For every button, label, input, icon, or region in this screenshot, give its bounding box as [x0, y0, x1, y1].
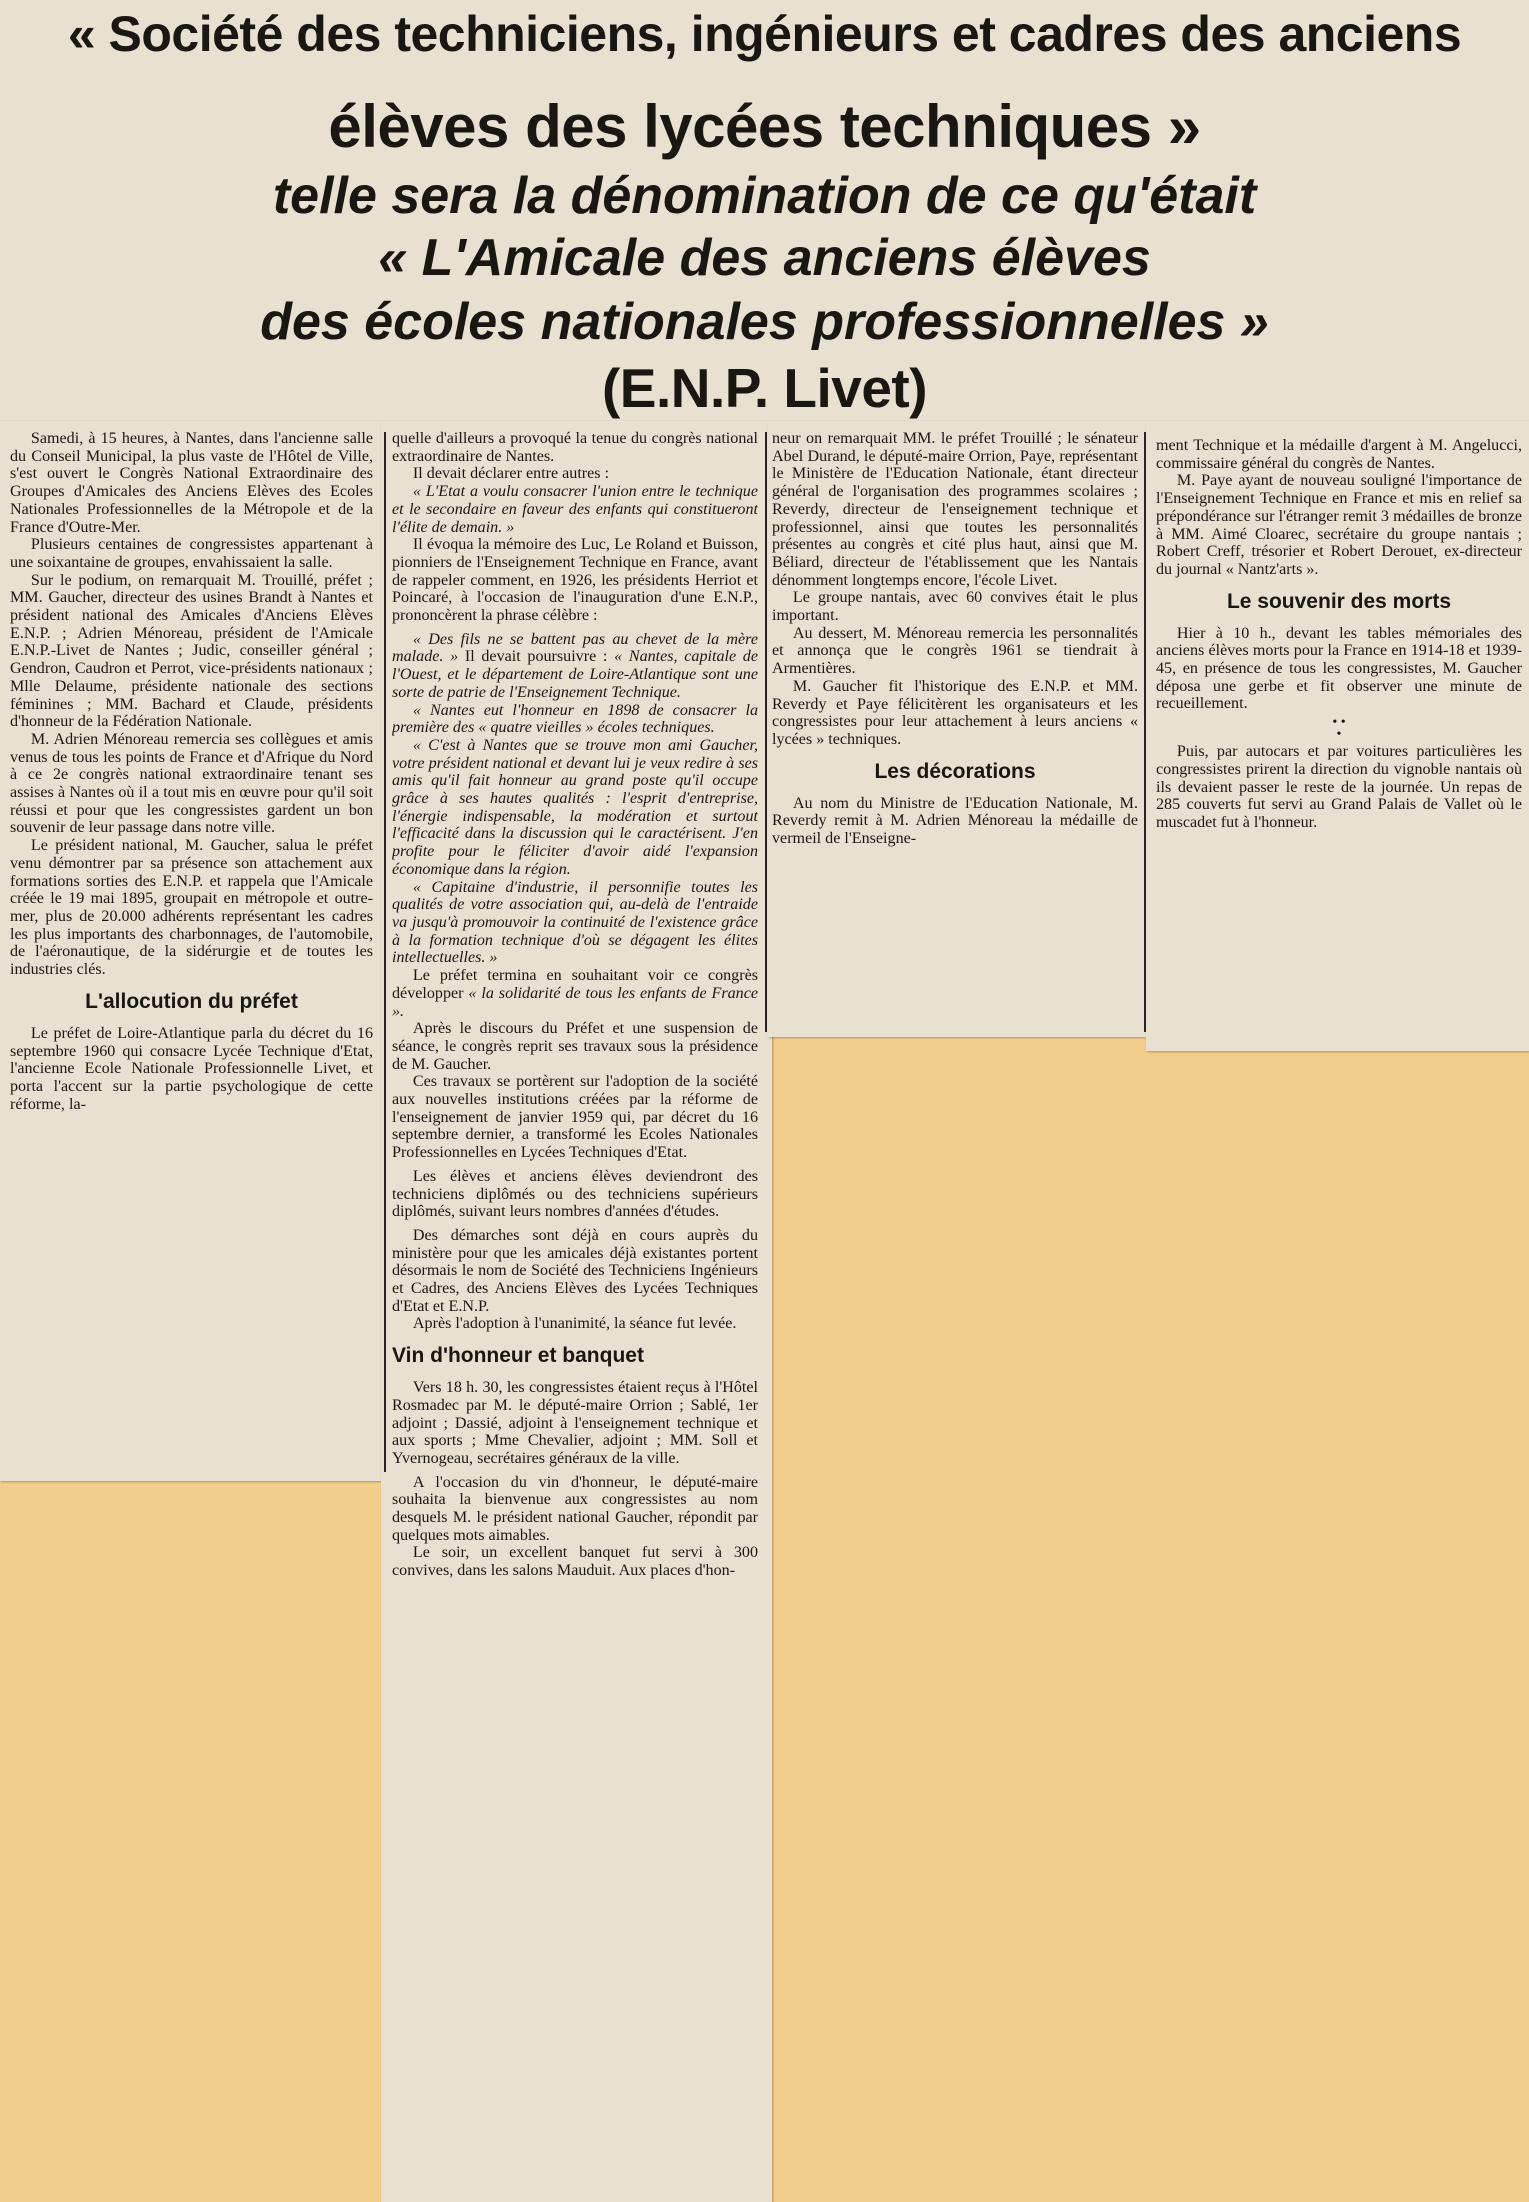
paragraph: Le soir, un excellent banquet fut servi à 300 convives, dans les salons Mauduit. Aux places d'hon-: [392, 1544, 758, 1580]
headline-line-5: des écoles nationales professionnelles »: [260, 293, 1269, 351]
paragraph: Il devait poursuivre :: [464, 648, 608, 666]
article-column-2: [392, 430, 758, 2200]
quote: [392, 879, 758, 968]
paragraph: [392, 967, 758, 1020]
paragraph: Le président national, M. Gaucher, salua le préfet venu démontrer par sa présence son attachement aux formations sorties des E.N.P. et rappela que l'Amicale créée le 19 mai 1895, groupait en métropole et outre-mer, plus de 20.000 adhérents représentant les cadres les plus importants des charbonnages, de l'automobile, de l'aéronautique, de la sidérurgie et de toutes les industries clés.: [10, 837, 373, 979]
quote-text: « la solidarité de tous les enfants de France ».: [392, 984, 758, 1020]
paragraph: A l'occasion du vin d'honneur, le député-maire souhaita la bienvenue aux congressistes au nom desquels M. le président national Gaucher, répondit par quelques mots aimables.: [392, 1473, 758, 1544]
paragraph: Hier à 10 h., devant les tables mémoriales des anciens élèves morts pour la France en 1914-18 et 1939-45, en présence de tous les congressistes, M. Gaucher déposa une gerbe et fit observer une minute de recueillement.: [1156, 624, 1522, 713]
quote-text: « Des fils ne se battent pas au chevet de la mère malade. »: [392, 630, 758, 666]
column-rule: [1144, 432, 1146, 1032]
quote: [392, 631, 758, 702]
paragraph: Ces travaux se portèrent sur l'adoption de la société aux nouvelles institutions créées par la réforme de l'enseignement de janvier 1959 qui, par décret du 16 septembre dernier, a transformé les Ecoles Nationales Professionnelles en Lycées Techniques d'Etat.: [392, 1073, 758, 1162]
quote: [392, 737, 758, 879]
quote-text: « L'Etat a voulu consacrer l'union entre le technique et le secondaire en faveur des enfants qui constitueront l'élite de demain. »: [392, 483, 758, 536]
paragraph: Après le discours du Préfet et une suspension de séance, le congrès reprit ses travaux sous la présidence de M. Gaucher.: [392, 1020, 758, 1073]
paragraph: M. Gaucher fit l'historique des E.N.P. et MM. Reverdy et Paye félicitèrent les organisateurs et les congressistes pour leur attachement à leurs anciens « lycées » techniques.: [772, 677, 1138, 748]
paragraph: Au dessert, M. Ménoreau remercia les personnalités et annonça que le congrès 1961 se tiendrait à Armentières.: [772, 624, 1138, 678]
quote: [392, 483, 758, 536]
paragraph: neur on remarquait MM. le préfet Trouillé ; le sénateur Abel Durand, le député-maire Orrion, Paye, représentant le Ministère de l'Education Nationale, étant directeur général de l'organisation des programmes scolaires ; Reverdy, directeur de l'enseignement technique et professionnel, ainsi que toutes les personnalités présentes au congrès et cité plus haut, ainsi que M. Béliard, directeur de l'établissement que les Nantais dénomment longtemps encore, l'école Livet.: [772, 430, 1138, 589]
paragraph: M. Paye ayant de nouveau souligné l'importance de l'Enseignement Technique en France et mis en relief sa prépondérance sur l'étranger remit 3 médailles de bronze à MM. Aimé Cloarec, secrétaire du groupe nantais ; Robert Creff, trésorier et Robert Derouet, ex-directeur du journal « Nantz'arts ».: [1156, 472, 1522, 578]
subheading-vin-honneur: Vin d'honneur et banquet: [392, 1344, 644, 1368]
quote: [392, 702, 758, 737]
subheading-decorations: Les décorations: [874, 759, 1036, 783]
headline-line-3: telle sera la dénomination de ce qu'était: [272, 167, 1257, 225]
quote-text: « Capitaine d'industrie, il personnifie toutes les qualités de votre association qui, au-delà de l'entraide va jusqu'à promouvoir la continuité de l'existence grâce à la formation technique d'où se dégagent les élites intellectuelles. »: [392, 878, 758, 967]
paragraph: Puis, par autocars et par voitures particulières les congressistes prirent la direction du vignoble nantais où ils devaient passer le reste de la journée. Un repas de 285 couverts fut servi au Grand Palais de Vallet où le muscadet fut à l'honneur.: [1156, 743, 1522, 831]
article-column-4: [1156, 437, 1522, 1047]
subheading-souvenir-morts: Le souvenir des morts: [1226, 589, 1452, 613]
article-column-1: [10, 430, 373, 1476]
column-rule: [384, 432, 386, 1472]
paragraph: Il évoqua la mémoire des Luc, Le Roland et Buisson, pionniers de l'Enseignement Technique en France, avant de rappeler comment, en 1926, les présidents Herriot et Poincaré, à l'occasion de l'inauguration d'une E.N.P., prononcèrent la phrase célèbre :: [392, 536, 758, 625]
headline-line-1: « Société des techniciens, ingénieurs et cadres des anciens: [67, 6, 1462, 62]
headline-line-4: « L'Amicale des anciens élèves: [378, 229, 1151, 287]
paragraph: Après l'adoption à l'unanimité, la séance fut levée.: [412, 1315, 737, 1333]
headline-line-6: (E.N.P. Livet): [601, 357, 928, 419]
quote-text: « Nantes eut l'honneur en 1898 de consacrer la première des « quatre vieilles » écoles techniques.: [392, 701, 758, 737]
paragraph: Au nom du Ministre de l'Education Nationale, M. Reverdy remit à M. Adrien Ménoreau la médaille de vermeil de l'Enseigne-: [772, 794, 1138, 848]
paragraph: Il devait déclarer entre autres :: [412, 465, 610, 483]
separator-dots: • • •: [1332, 715, 1346, 743]
paragraph: Plusieurs centaines de congressistes appartenant à une soixantaine de groupes, envahissaient la salle.: [10, 536, 373, 571]
paragraph: Le groupe nantais, avec 60 convives était le plus important.: [772, 589, 1138, 625]
paragraph: Les élèves et anciens élèves deviendront des techniciens diplômés ou des techniciens supérieurs diplômés, suivant leurs nombres d'années d'études.: [392, 1167, 758, 1221]
paragraph: quelle d'ailleurs a provoqué la tenue du congrès national extraordinaire de Nantes.: [392, 430, 758, 465]
paragraph: Vers 18 h. 30, les congressistes étaient reçus à l'Hôtel Rosmadec par M. le député-maire Orrion ; Sablé, 1er adjoint ; Dassié, adjoint à l'enseignement technique et aux sports ; Mme Chevalier, adjoint ; MM. Soll et Yvernogeau, secrétaires généraux de la ville.: [392, 1379, 758, 1467]
paragraph: Samedi, à 15 heures, à Nantes, dans l'ancienne salle du Conseil Municipal, la plus vaste de l'Hôtel de Ville, s'est ouvert le Congrès National Extraordinaire des Groupes d'Amicales des Anciens Elèves des Ecoles Nationales Professionnelles de la Métropole et de la France d'Outre-Mer.: [10, 430, 373, 536]
paragraph: Des démarches sont déjà en cours auprès du ministère pour que les amicales déjà existantes portent désormais le nom de Société des Techniciens Ingénieurs et Cadres, des Anciens Elèves des Lycées Techniques d'Etat et E.N.P.: [392, 1226, 758, 1315]
paragraph: M. Adrien Ménoreau remercia ses collègues et amis venus de tous les points de France et d'Afrique du Nord à ce 2e congrès national extraordinaire tenant ses assises à Nantes où il a tout mis en œuvre pour qu'il soit réussi et pour que les congressistes gardent un bon souvenir de leur passage dans notre ville.: [10, 730, 373, 837]
headline-line-2: élèves des lycées techniques »: [328, 93, 1201, 160]
paragraph: ment Technique et la médaille d'argent à M. Angelucci, commissaire général du congrès de Nantes.: [1156, 437, 1522, 472]
article-column-3: [772, 430, 1138, 1034]
paragraph: Sur le podium, on remarquait M. Trouillé, préfet ; MM. Gaucher, directeur des usines Brandt à Nantes et président national des Amicales d'Anciens Elèves E.N.P. ; Adrien Ménoreau, président de l'Amicale E.N.P.-Livet de Nantes ; Judic, conseiller général ; Gendron, Caudron et Perrot, vice-présidents nationaux ; Mlle Delaume, présidente nationale des sections féminines ; MM. Bachard et Claude, présidents d'honneur de la Fédération Nationale.: [10, 571, 373, 731]
paragraph-text: Le préfet termina en souhaitant voir ce congrès développer: [392, 967, 758, 1002]
quote-text: « C'est à Nantes que se trouve mon ami Gaucher, votre président national et devant lui je veux redire à ses amis qu'il fait honneur au grand poste qu'il occupe grâce à ses hautes qualités : l'esprit d'entreprise, l'énergie indispensable, la modération et surtout l'efficacité dans la discussion qui le caractérisent. J'en profite pour le féliciter d'avoir aidé l'expansion économique dans la région.: [392, 736, 758, 878]
column-rule: [765, 432, 767, 1032]
paragraph: Le préfet de Loire-Atlantique parla du décret du 16 septembre 1960 qui consacre Lycée Technique d'Etat, l'ancienne Ecole Nationale Professionnelle Livet, et porta l'accent sur la partie psychologique de cette réforme, la-: [10, 1024, 373, 1113]
quote-text: « Nantes, capitale de l'Ouest, et le département de Loire-Atlantique sont une sorte de patrie de l'Enseignement Technique.: [392, 648, 758, 701]
subheading-allocution: L'allocution du préfet: [85, 989, 298, 1013]
